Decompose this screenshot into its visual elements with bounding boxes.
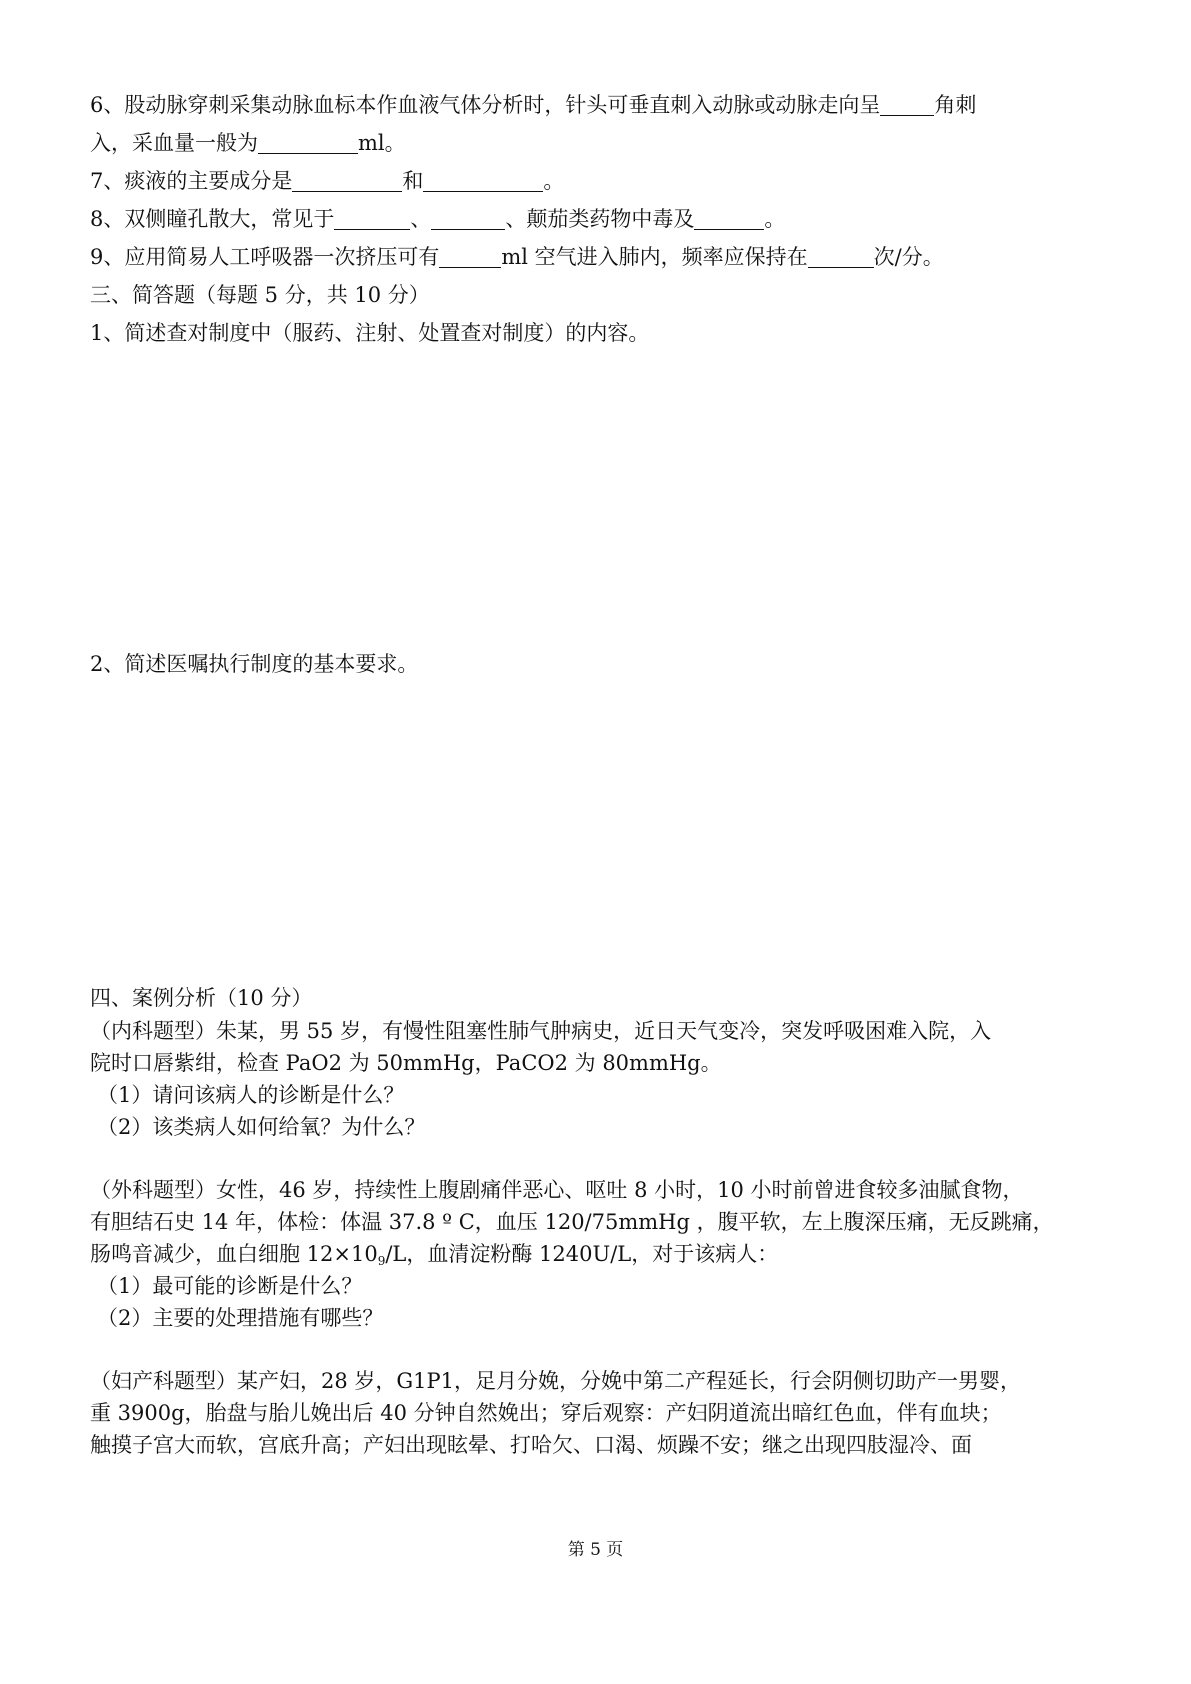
answer-blank[interactable] [880, 93, 934, 116]
answer-blank[interactable] [694, 207, 764, 230]
short-answer-question-1: 1、简述查对制度中（服药、注射、处置查对制度）的内容。 [90, 321, 650, 345]
question-8-text: 。 [764, 207, 786, 231]
question-8-text: 8、双侧瞳孔散大，常见于 [90, 207, 335, 231]
question-7-text: 7、痰液的主要成分是 [90, 169, 293, 193]
question-6-text: 入，采血量一般为 [90, 131, 258, 155]
question-8-text: 、 [410, 207, 432, 231]
case-surgery-text: 有胆结石史 14 年，体检：体温 37.8 º C，血压 120/75mmHg ，腹平软，左上腹深压痛，无反跳痛， [90, 1210, 1054, 1234]
section-heading-case-analysis: 四、案例分析（10 分） [90, 986, 313, 1010]
answer-blank[interactable] [423, 169, 543, 192]
case-obgyn-text: （妇产科题型）某产妇，28 岁，G1P1，足月分娩，分娩中第二产程延长，行会阴侧切助产一男婴， [90, 1369, 1022, 1393]
case-surgery-question-2: （2）主要的处理措施有哪些？ [97, 1306, 384, 1330]
case-internal-question-2: （2）该类病人如何给氧？为什么？ [97, 1115, 426, 1139]
answer-blank[interactable] [258, 131, 358, 154]
question-6-cont [90, 128, 406, 158]
page-number: 第 5 页 [567, 1540, 624, 1560]
answer-blank[interactable] [334, 207, 410, 230]
question-9-text: 次/分。 [873, 245, 944, 269]
case-obgyn-text: 重 3900g，胎盘与胎儿娩出后 40 分钟自然娩出；穿后观察：产妇阴道流出暗红色血，伴有血块； [90, 1401, 1002, 1425]
case-surgery-text-part: /L，血清淀粉酶 1240U/L，对于该病人： [385, 1242, 779, 1266]
answer-blank[interactable] [439, 245, 501, 268]
answer-blank[interactable] [292, 169, 402, 192]
question-9-text: 9、应用简易人工呼吸器一次挤压可有 [90, 245, 440, 269]
question-9 [90, 242, 944, 272]
question-8-text: 、颠茄类药物中毒及 [505, 207, 695, 231]
question-9-text: ml 空气进入肺内，频率应保持在 [501, 245, 808, 269]
question-6-text: ml。 [358, 131, 406, 155]
question-7-text: 。 [543, 169, 565, 193]
case-surgery-text-part: 肠鸣音减少，血白细胞 12×10 [90, 1242, 378, 1266]
case-surgery-question-1: （1）最可能的诊断是什么？ [97, 1274, 363, 1298]
answer-blank[interactable] [808, 245, 874, 268]
question-6-text: 角刺 [934, 93, 977, 117]
case-internal-question-1: （1）请问该病人的诊断是什么？ [97, 1083, 405, 1107]
case-surgery-text: （外科题型）女性，46 岁，持续性上腹剧痛伴恶心、呕吐 8 小时，10 小时前曾进食较多油腻食物， [90, 1178, 1024, 1202]
case-internal-text: 院时口唇紫绀，检查 PaO2 为 50mmHg，PaCO2 为 80mmHg。 [90, 1051, 722, 1075]
case-internal-text: （内科题型）朱某，男 55 岁，有慢性阻塞性肺气肿病史，近日天气变冷，突发呼吸困难入院，入 [90, 1019, 992, 1043]
question-6-text: 6、股动脉穿刺采集动脉血标本作血液气体分析时，针头可垂直刺入动脉或动脉走向呈 [90, 93, 881, 117]
question-8 [90, 204, 785, 234]
short-answer-question-2: 2、简述医嘱执行制度的基本要求。 [90, 652, 419, 676]
superscript-exponent: 9 [377, 1254, 386, 1268]
question-7 [90, 166, 564, 196]
answer-blank[interactable] [431, 207, 505, 230]
question-7-text: 和 [402, 169, 424, 193]
section-heading-short-answer: 三、简答题（每题 5 分，共 10 分） [90, 283, 430, 307]
question-6 [90, 90, 976, 120]
case-obgyn-text: 触摸子宫大而软，宫底升高；产妇出现眩晕、打哈欠、口渴、烦躁不安；继之出现四肢湿冷、面 [90, 1433, 972, 1457]
